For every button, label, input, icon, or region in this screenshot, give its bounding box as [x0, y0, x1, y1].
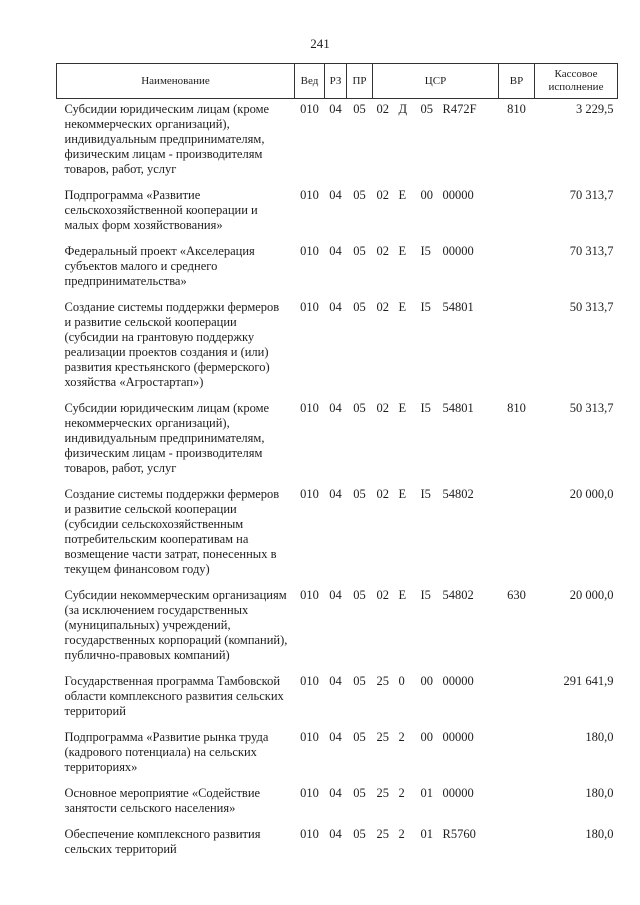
- row-csr-subprogram: Д: [398, 102, 408, 116]
- row-csr-event: I5: [420, 487, 431, 501]
- row-ved: 010: [300, 401, 319, 415]
- table-header-row: [57, 64, 618, 99]
- row-amount: 70 313,7: [569, 244, 614, 258]
- table-row: [57, 671, 618, 727]
- budget-table: [56, 63, 618, 865]
- row-pr: 05: [353, 244, 366, 258]
- row-pr: 05: [353, 102, 366, 116]
- row-name: Субсидии юридическим лицам (кроме некоммерческих организаций), индивидуальным предпринимателям, физическим лицам - производителям товаров, работ, услуг: [64, 401, 270, 475]
- header-csr: ЦСР: [373, 64, 499, 99]
- row-amount: 20 000,0: [569, 588, 614, 602]
- row-vr: 810: [507, 401, 526, 415]
- row-csr-event: I5: [420, 244, 431, 258]
- table-row: [57, 727, 618, 783]
- row-vr: [499, 484, 535, 585]
- row-csr-event: I5: [420, 300, 431, 314]
- row-amount: 180,0: [585, 827, 614, 841]
- row-name: Создание системы поддержки фермеров и развитие сельской кооперации (субсидии на грантовую поддержку реализации проектов создания и (или) развития крестьянского (фермерского) хозяйства «Агростартап»): [64, 300, 280, 389]
- row-csr-event: 00: [420, 674, 433, 688]
- row-amount: 70 313,7: [569, 188, 614, 202]
- header-pr: ПР: [347, 64, 373, 99]
- row-amount: 180,0: [585, 730, 614, 744]
- row-amount: 180,0: [585, 786, 614, 800]
- row-ved: 010: [300, 102, 319, 116]
- row-csr: [373, 671, 499, 727]
- row-vr: 630: [507, 588, 526, 602]
- table-row: [57, 241, 618, 297]
- row-rz: 04: [329, 588, 342, 602]
- row-ved: 010: [300, 487, 319, 501]
- row-amount: 20 000,0: [569, 487, 614, 501]
- row-csr-program: 02: [376, 401, 389, 415]
- row-csr-direction: 00000: [442, 786, 474, 800]
- header-ved: Вед: [295, 64, 325, 99]
- row-csr-event: 00: [420, 730, 433, 744]
- row-pr: 05: [353, 300, 366, 314]
- row-vr: [499, 783, 535, 824]
- row-amount: 3 229,5: [576, 102, 614, 116]
- row-csr-direction: 00000: [442, 188, 474, 202]
- row-rz: 04: [329, 102, 342, 116]
- row-ved: 010: [300, 300, 319, 314]
- row-rz: 04: [329, 827, 342, 841]
- row-csr-program: 25: [376, 827, 389, 841]
- row-rz: 04: [329, 674, 342, 688]
- row-vr: [499, 824, 535, 865]
- row-csr-direction: 54802: [442, 588, 474, 602]
- row-name: Субсидии некоммерческим организациям (за исключением государственных (муниципальных) учреждений, государственных корпораций (компаний), публично-правовых компаний): [64, 588, 288, 662]
- page-number: 241: [310, 36, 330, 51]
- row-pr: 05: [353, 674, 366, 688]
- row-csr: [373, 727, 499, 783]
- row-csr-direction: R5760: [442, 827, 476, 841]
- row-pr: 05: [353, 588, 366, 602]
- row-csr: [373, 824, 499, 865]
- row-csr-program: 02: [376, 244, 389, 258]
- row-csr-subprogram: 2: [398, 827, 405, 841]
- row-csr-event: 01: [420, 786, 433, 800]
- row-pr: 05: [353, 827, 366, 841]
- row-csr: [373, 297, 499, 398]
- row-ved: 010: [300, 827, 319, 841]
- row-csr-direction: 00000: [442, 674, 474, 688]
- row-rz: 04: [329, 786, 342, 800]
- row-ved: 010: [300, 588, 319, 602]
- row-pr: 05: [353, 401, 366, 415]
- row-ved: 010: [300, 244, 319, 258]
- row-rz: 04: [329, 244, 342, 258]
- header-rz: РЗ: [325, 64, 347, 99]
- row-csr-program: 02: [376, 300, 389, 314]
- row-ved: 010: [300, 188, 319, 202]
- header-name: Наименование: [57, 64, 295, 99]
- row-csr: [373, 241, 499, 297]
- row-csr: [373, 185, 499, 241]
- row-csr-subprogram: Е: [398, 401, 407, 415]
- table-row: [57, 398, 618, 484]
- row-csr-direction: R472F: [442, 102, 477, 116]
- row-ved: 010: [300, 674, 319, 688]
- header-amount: Кассовое исполнение: [535, 64, 618, 99]
- row-csr-direction: 00000: [442, 244, 474, 258]
- row-name: Обеспечение комплексного развития сельских территорий: [64, 827, 261, 856]
- row-csr-direction: 54801: [442, 401, 474, 415]
- table-row: [57, 585, 618, 671]
- row-vr: [499, 297, 535, 398]
- row-csr-program: 02: [376, 487, 389, 501]
- table-row: [57, 783, 618, 824]
- header-vr: ВР: [499, 64, 535, 99]
- row-rz: 04: [329, 401, 342, 415]
- row-pr: 05: [353, 786, 366, 800]
- row-rz: 04: [329, 188, 342, 202]
- row-csr-event: I5: [420, 588, 431, 602]
- row-ved: 010: [300, 786, 319, 800]
- row-vr: [499, 185, 535, 241]
- row-name: Федеральный проект «Акселерация субъектов малого и среднего предпринимательства»: [64, 244, 255, 288]
- row-csr-program: 25: [376, 730, 389, 744]
- row-rz: 04: [329, 730, 342, 744]
- row-name: Субсидии юридическим лицам (кроме некоммерческих организаций), индивидуальным предпринимателям, физическим лицам - производителям товаров, работ, услуг: [64, 102, 270, 176]
- row-csr-event: 00: [420, 188, 433, 202]
- row-csr-subprogram: 2: [398, 786, 405, 800]
- row-csr-subprogram: Е: [398, 588, 407, 602]
- row-csr-direction: 00000: [442, 730, 474, 744]
- row-vr: [499, 241, 535, 297]
- row-csr-subprogram: Е: [398, 244, 407, 258]
- row-amount: 291 641,9: [563, 674, 614, 688]
- table-row: [57, 297, 618, 398]
- table-row: [57, 185, 618, 241]
- row-csr-program: 02: [376, 188, 389, 202]
- row-vr: [499, 671, 535, 727]
- row-csr-program: 02: [376, 588, 389, 602]
- row-csr: [373, 484, 499, 585]
- row-amount: 50 313,7: [569, 401, 614, 415]
- row-pr: 05: [353, 730, 366, 744]
- row-name: Создание системы поддержки фермеров и развитие сельской кооперации (субсидии сельскохозяйственным потребительским кооперативам на возмещение части затрат, понесенных в текущем финансовом году): [64, 487, 280, 576]
- row-vr: 810: [507, 102, 526, 116]
- row-name: Подпрограмма «Развитие сельскохозяйственной кооперации и малых форм хозяйствования»: [64, 188, 258, 232]
- row-csr: [373, 398, 499, 484]
- table-row: [57, 99, 618, 186]
- row-csr: [373, 99, 499, 186]
- row-csr-program: 25: [376, 786, 389, 800]
- row-csr-direction: 54802: [442, 487, 474, 501]
- row-name: Государственная программа Тамбовской области комплексного развития сельских территорий: [64, 674, 284, 718]
- row-vr: [499, 727, 535, 783]
- table-row: [57, 824, 618, 865]
- row-csr: [373, 585, 499, 671]
- row-csr-subprogram: Е: [398, 300, 407, 314]
- row-rz: 04: [329, 487, 342, 501]
- row-csr-event: I5: [420, 401, 431, 415]
- row-csr-program: 25: [376, 674, 389, 688]
- row-pr: 05: [353, 487, 366, 501]
- row-csr-subprogram: Е: [398, 188, 407, 202]
- row-csr-event: 01: [420, 827, 433, 841]
- row-amount: 50 313,7: [569, 300, 614, 314]
- row-name: Основное мероприятие «Содействие занятости сельского населения»: [64, 786, 261, 815]
- table-row: [57, 484, 618, 585]
- row-csr-subprogram: 0: [398, 674, 405, 688]
- row-rz: 04: [329, 300, 342, 314]
- row-name: Подпрограмма «Развитие рынка труда (кадрового потенциала) на сельских территориях»: [64, 730, 269, 774]
- row-ved: 010: [300, 730, 319, 744]
- row-csr-direction: 54801: [442, 300, 474, 314]
- row-csr: [373, 783, 499, 824]
- row-csr-program: 02: [376, 102, 389, 116]
- row-pr: 05: [353, 188, 366, 202]
- row-csr-subprogram: 2: [398, 730, 405, 744]
- row-csr-subprogram: Е: [398, 487, 407, 501]
- row-csr-event: 05: [420, 102, 433, 116]
